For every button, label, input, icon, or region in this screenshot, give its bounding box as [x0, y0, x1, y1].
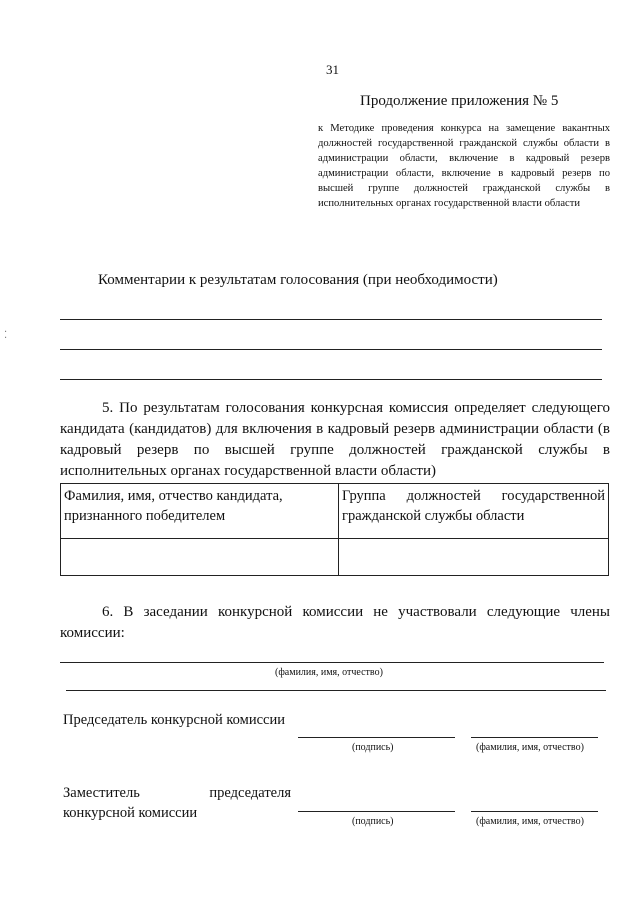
candidate-name-header: Фамилия, имя, отчество кандидата, признанного победителем: [61, 484, 339, 539]
margin-marks: ⁚: [4, 330, 8, 341]
comment-line-2[interactable]: [60, 349, 602, 350]
absent-members-line-1[interactable]: [60, 662, 604, 663]
absent-members-caption: (фамилия, имя, отчество): [275, 667, 383, 678]
comment-line-1[interactable]: [60, 319, 602, 320]
position-group-header: Группа должностей государственной гражданской службы области: [339, 484, 609, 539]
continuation-heading: Продолжение приложения № 5: [360, 93, 559, 109]
deputy-name-line[interactable]: [471, 811, 598, 812]
chairman-signature-line[interactable]: [298, 737, 455, 738]
table-header-row: [61, 484, 609, 539]
chairman-name-line[interactable]: [471, 737, 598, 738]
comments-label: Комментарии к результатам голосования (при необходимости): [98, 272, 498, 288]
absent-members-line-2[interactable]: [66, 690, 606, 691]
section-6-text: 6. В заседании конкурсной комиссии не участвовали следующие члены комиссии:: [60, 604, 610, 641]
deputy-signature-caption: (подпись): [352, 816, 394, 827]
appendix-reference: к Методике проведения конкурса на замещение вакантных должностей государственной гражданской службы области в администрации области, включение в кадровый резерв администрации области, включение в кадровый резерв по высшей группе должностей гражданской службы в исполнительных органах государственной власти области: [318, 123, 610, 209]
position-group-cell[interactable]: [339, 539, 609, 576]
deputy-signature-line[interactable]: [298, 811, 455, 812]
candidate-name-cell[interactable]: [61, 539, 339, 576]
section-5-text: 5. По результатам голосования конкурсная комиссия определяет следующего кандидата (кандидатов) для включения в кадровый резерв администрации области (в кадровый резерв по высшей группе должностей гражданской службы в исполнительных органах государственной власти области): [60, 400, 610, 479]
comment-line-3[interactable]: [60, 379, 602, 380]
chairman-label: Председатель конкурсной комиссии: [63, 712, 285, 728]
deputy-chairman-label: Заместитель председателя конкурсной комиссии: [63, 785, 291, 821]
chairman-name-caption: (фамилия, имя, отчество): [476, 742, 584, 753]
results-table: [60, 483, 609, 576]
deputy-name-caption: (фамилия, имя, отчество): [476, 816, 584, 827]
chairman-signature-caption: (подпись): [352, 742, 394, 753]
table-row: [61, 539, 609, 576]
page-number: 31: [326, 62, 339, 77]
